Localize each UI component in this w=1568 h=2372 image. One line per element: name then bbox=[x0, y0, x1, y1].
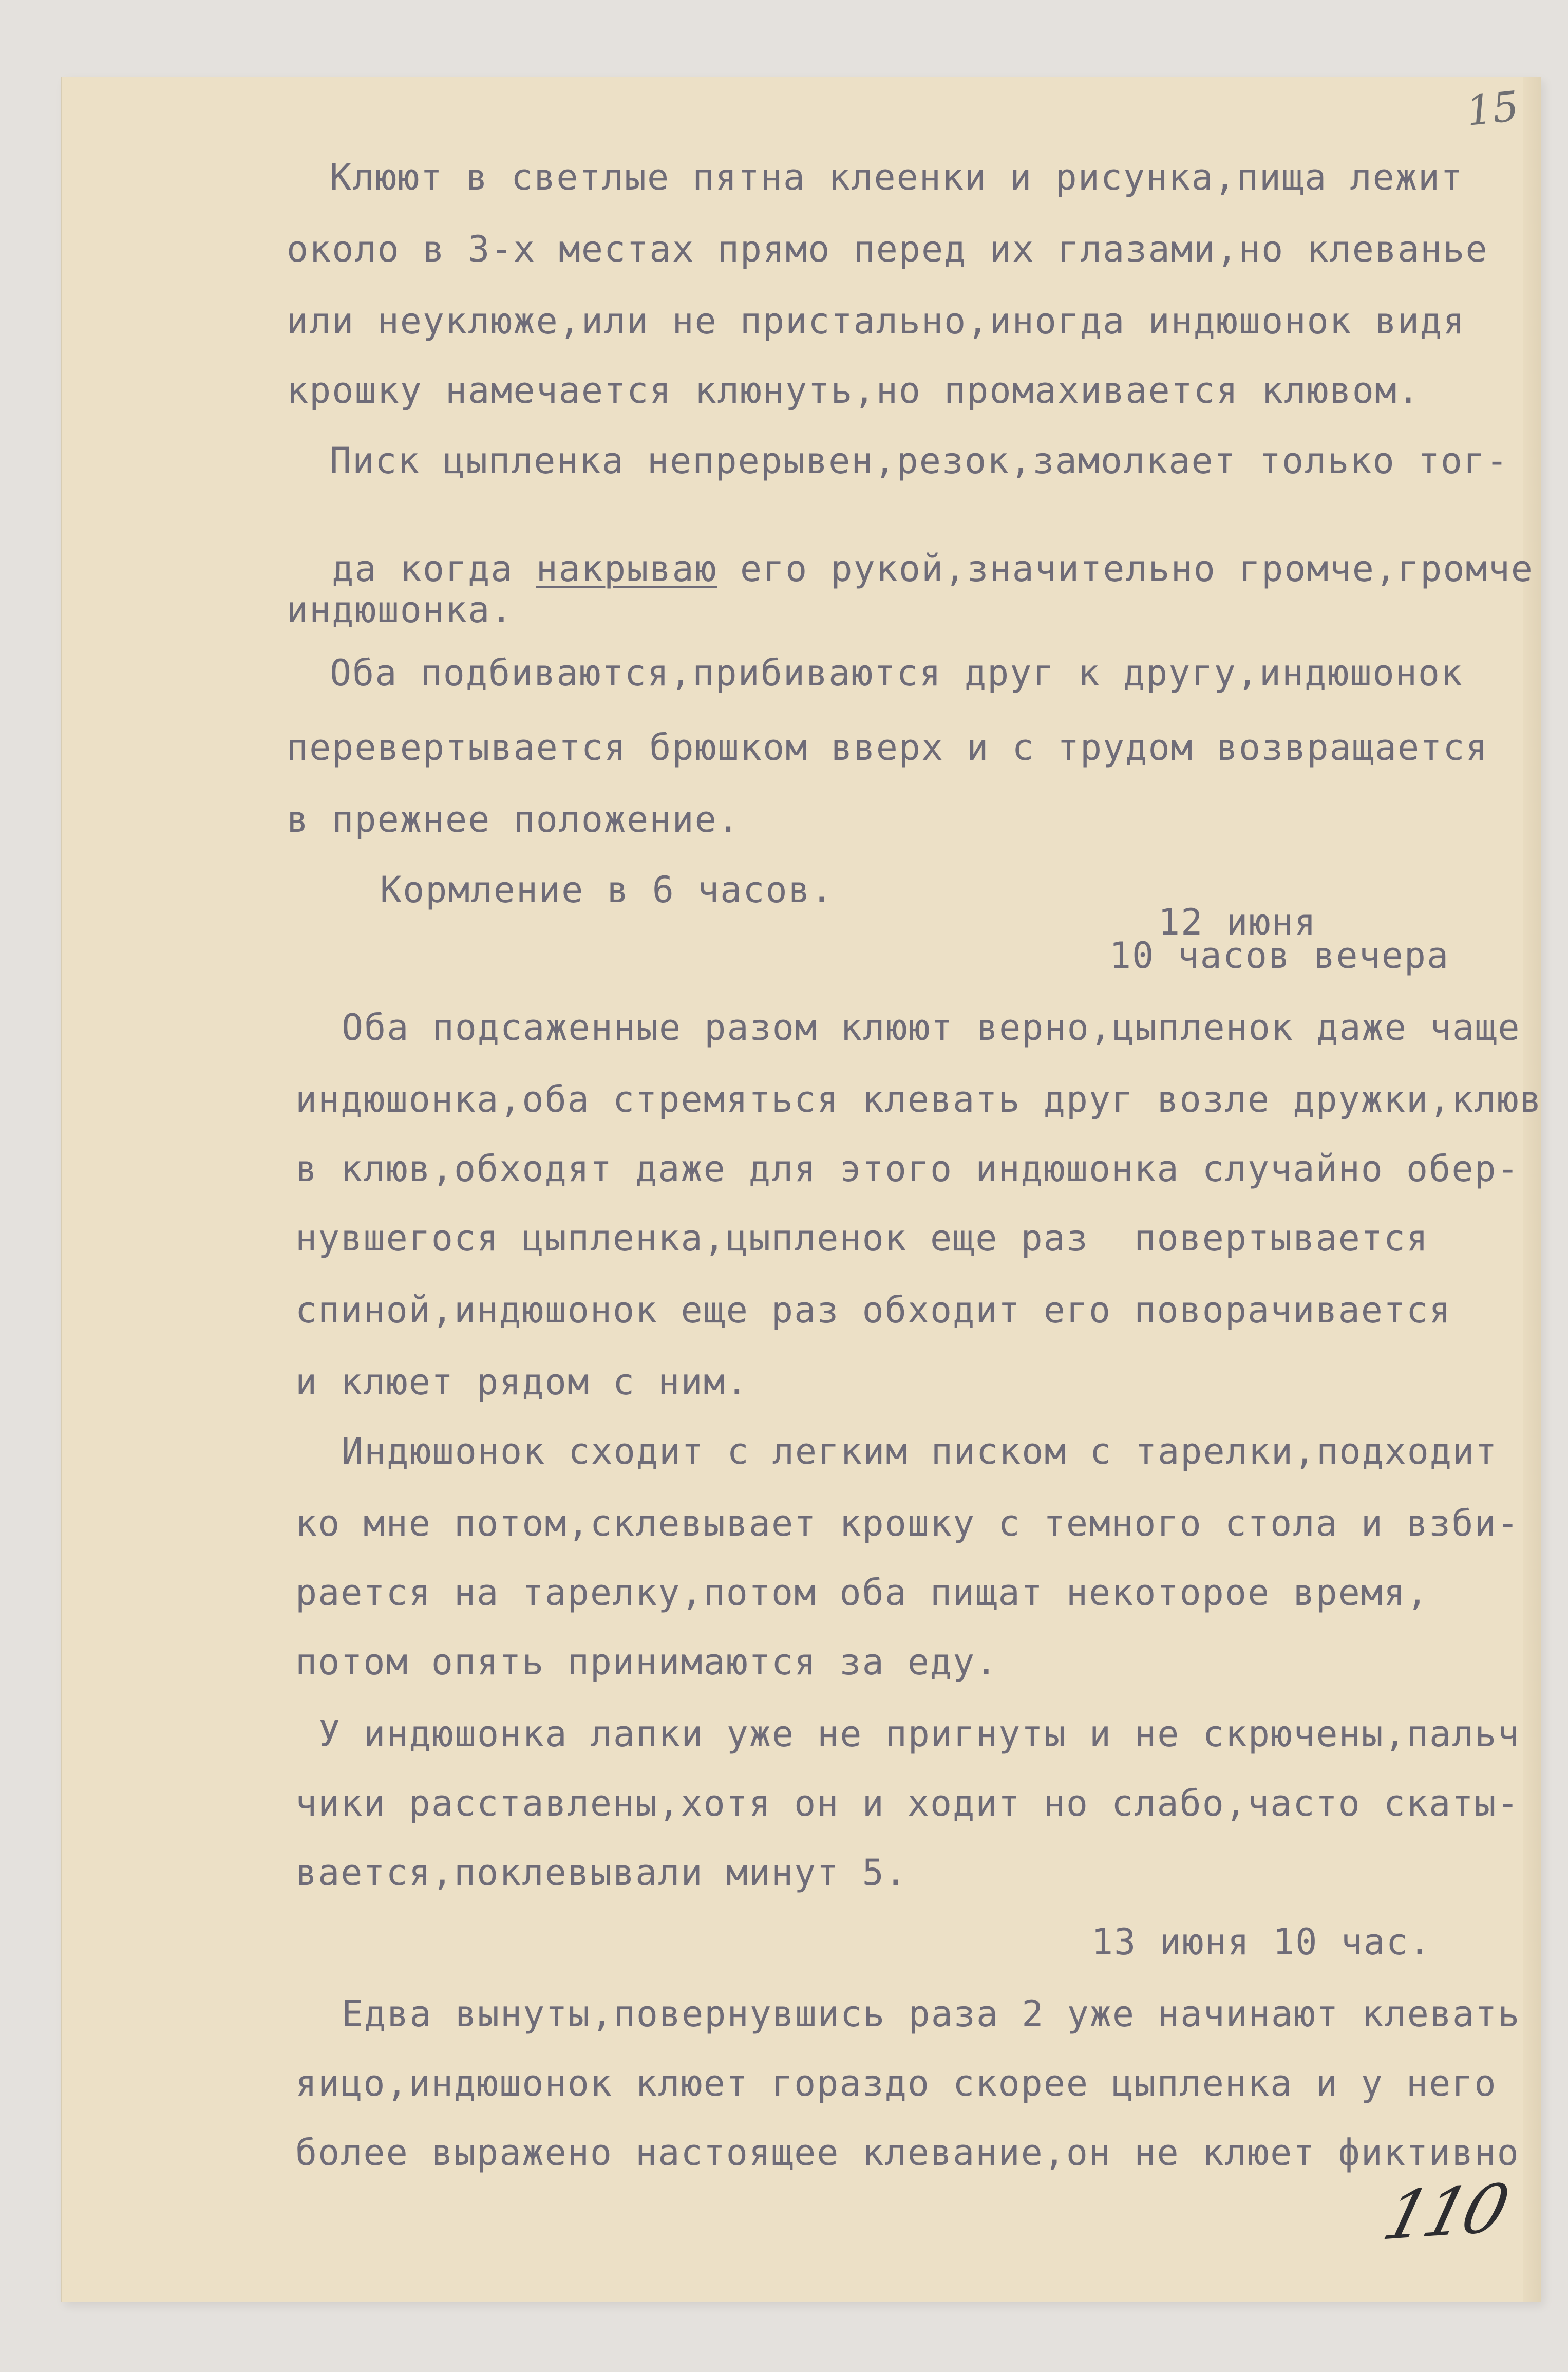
text-line: Писк цыпленка непрерывен,резок,замолкает только тог- bbox=[330, 440, 1509, 482]
text-line: нувшегося цыпленка,цыпленок еще раз повертывается bbox=[295, 1217, 1429, 1259]
date-heading: 12 июня bbox=[1158, 901, 1317, 943]
text-line: индюшонка,оба стремяться клевать друг возле дружки,клюв bbox=[295, 1078, 1542, 1120]
text-line: Оба подбиваются,прибиваются друг к другу,индюшонок bbox=[330, 652, 1464, 694]
text-line: более выражено настоящее клевание,он не клюет фиктивно bbox=[295, 2132, 1520, 2174]
text-fragment: его рукой,значительно громче,громче bbox=[717, 548, 1534, 590]
text-line: индюшонка. bbox=[287, 589, 514, 631]
text-fragment: да когда bbox=[332, 548, 536, 590]
folio-number: 15 bbox=[1464, 82, 1521, 136]
text-line: или неуклюже,или не пристально,иногда индюшонок видя bbox=[287, 300, 1466, 342]
text-line: ко мне потом,склевывает крошку с темного стола и взби- bbox=[295, 1502, 1520, 1544]
text-line: Кормление в 6 часов. bbox=[380, 869, 834, 911]
text-line: Индюшонок сходит с легким писком с тарелки,подходит bbox=[342, 1430, 1498, 1472]
text-line: рается на тарелку,потом оба пищат некоторое время, bbox=[295, 1572, 1429, 1614]
text-line: Оба подсаженные разом клюют верно,цыпленок даже чаще bbox=[342, 1006, 1521, 1049]
text-line: в клюв,обходят даже для этого индюшонка случайно обер- bbox=[295, 1148, 1520, 1190]
paper-edge bbox=[1523, 77, 1541, 2302]
date-heading: 13 июня 10 час. bbox=[1091, 1921, 1432, 1963]
text-line bbox=[287, 515, 1534, 590]
text-line: чики расставлены,хотя он и ходит но слабо,часто скаты- bbox=[295, 1782, 1520, 1824]
text-line: У индюшонка лапки уже не пригнуты и не скрючены,пальч bbox=[318, 1713, 1520, 1755]
text-line: в прежнее положение. bbox=[287, 798, 740, 841]
text-line: вается,поклевывали минут 5. bbox=[295, 1852, 908, 1894]
time-heading: 10 часов вечера bbox=[1109, 935, 1450, 977]
text-line: Клюют в светлые пятна клеенки и рисунка,пища лежит bbox=[330, 156, 1464, 198]
text-line: спиной,индюшонок еще раз обходит его поворачивается bbox=[295, 1289, 1452, 1331]
text-line: потом опять принимаются за еду. bbox=[295, 1641, 998, 1683]
text-line: около в 3-х местах прямо перед их глазами,но клеванье bbox=[287, 228, 1488, 270]
text-line: Едва вынуты,повернувшись раза 2 уже начинают клевать bbox=[342, 1993, 1521, 2035]
text-line: крошку намечается клюнуть,но промахивается клювом. bbox=[287, 369, 1421, 412]
underlined-word: накрываю bbox=[536, 548, 717, 590]
text-line: яицо,индюшонок клюет гораздо скорее цыпленка и у него bbox=[295, 2062, 1497, 2104]
text-line: и клюет рядом с ним. bbox=[295, 1361, 749, 1403]
archive-page-number: 110 bbox=[1375, 2169, 1513, 2255]
text-line: перевертывается брюшком вверх и с трудом возвращается bbox=[287, 726, 1488, 769]
